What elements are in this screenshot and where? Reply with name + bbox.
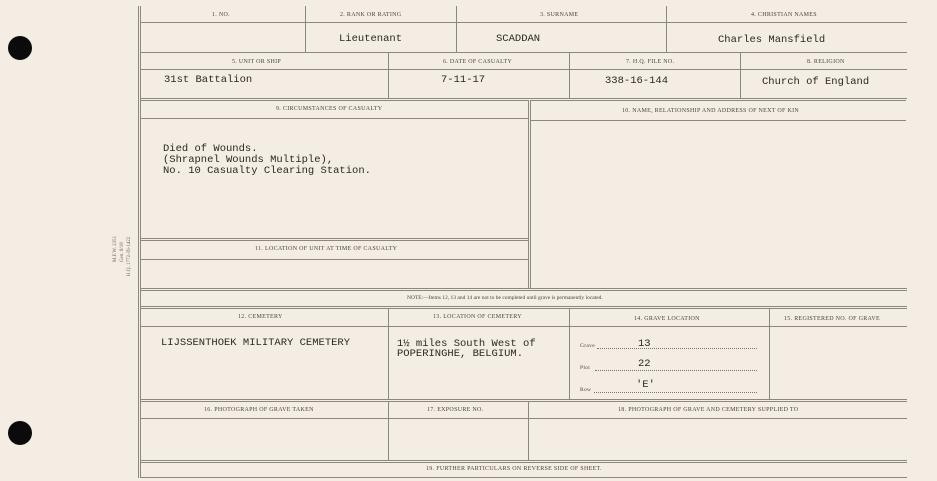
grave-dotted-line [597, 348, 757, 349]
label-religion: 8. RELIGION [807, 59, 845, 65]
side-print-2: Gen. 8/18 [120, 242, 125, 262]
location-cemetery-line-2: POPERINGHE, BELGIUM. [397, 348, 524, 360]
plot-dotted-line [595, 370, 757, 371]
label-surname: 3. SURNAME [540, 12, 579, 18]
row-dotted-line [594, 392, 757, 393]
christian-names-value: Charles Mansfield [718, 34, 826, 46]
label-location-unit: 11. LOCATION OF UNIT AT TIME OF CASUALTY [255, 246, 398, 252]
label-photo-grave: 16. PHOTOGRAPH OF GRAVE TAKEN [204, 407, 314, 413]
label-no: 1. NO. [212, 12, 230, 18]
grave-value: 13 [638, 338, 651, 350]
label-next-of-kin: 10. NAME, RELATIONSHIP AND ADDRESS OF NEXT OF KIN [622, 108, 800, 114]
date-value: 7-11-17 [441, 74, 486, 86]
location-cemetery-line-1: 1½ miles South West of [397, 338, 536, 350]
label-circumstances: 9. CIRCUMSTANCES OF CASUALTY [276, 106, 383, 112]
label-location-cemetery: 13. LOCATION OF CEMETERY [433, 314, 522, 320]
hq-file-value: 338-16-144 [605, 75, 669, 87]
circumstances-line-1: Died of Wounds. [163, 143, 258, 155]
circumstances-line-3: No. 10 Casualty Clearing Station. [163, 165, 371, 177]
label-christian-names: 4. CHRISTIAN NAMES [751, 12, 817, 18]
label-registered-no: 15. REGISTERED NO. OF GRAVE [784, 316, 880, 322]
note-text: NOTE:—Items 12, 13 and 14 are not to be completed until grave is permanently located. [407, 295, 603, 301]
circumstances-line-2: (Shrapnel Wounds Multiple), [163, 154, 334, 166]
plot-label: Plot [580, 365, 591, 371]
label-hq-file: 7. H.Q. FILE NO. [626, 59, 675, 65]
label-further-particulars: 19. FURTHER PARTICULARS ON REVERSE SIDE OF SHEET. [426, 466, 602, 472]
label-exposure: 17. EXPOSURE NO. [427, 407, 484, 413]
label-rank: 2. RANK OR RATING [340, 12, 402, 18]
unit-value: 31st Battalion [164, 74, 253, 86]
label-photo-supplied: 18. PHOTOGRAPH OF GRAVE AND CEMETERY SUPPLIED TO [618, 407, 799, 413]
label-unit: 5. UNIT OR SHIP [232, 59, 282, 65]
plot-value: 22 [638, 358, 651, 370]
side-print-1: M.F.W. 2351 [113, 235, 118, 262]
religion-value: Church of England [762, 76, 870, 88]
label-grave-location: 14. GRAVE LOCATION [634, 316, 700, 322]
side-print-3: H.Q. 1772-39-1422 [127, 236, 132, 276]
punch-hole-top [8, 36, 32, 60]
cemetery-value: LIJSSENTHOEK MILITARY CEMETERY [161, 337, 351, 349]
label-cemetery: 12. CEMETERY [238, 314, 283, 320]
row-label: Row [580, 387, 592, 393]
rank-value: Lieutenant [339, 33, 403, 45]
label-date: 6. DATE OF CASUALTY [443, 59, 513, 65]
surname-value: SCADDAN [496, 33, 541, 45]
punch-hole-bottom [8, 421, 32, 445]
grave-label: Grave [580, 343, 595, 349]
row-value: 'E' [636, 379, 655, 391]
